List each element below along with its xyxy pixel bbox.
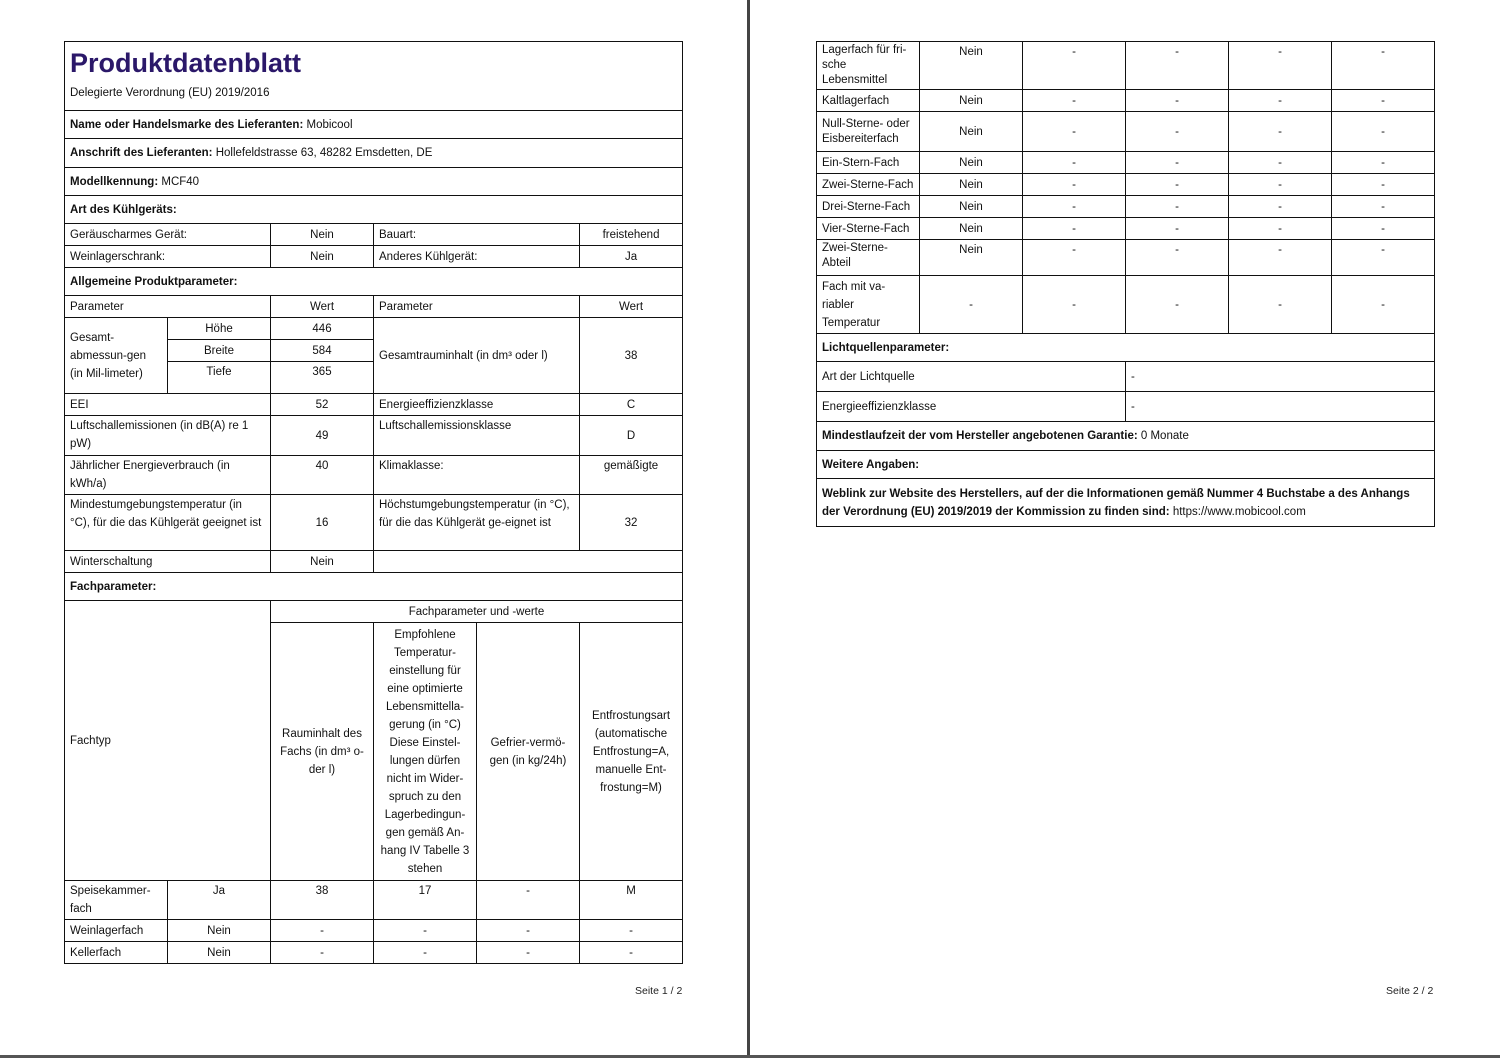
table-row: [817, 174, 1435, 196]
width-value: 584: [271, 340, 374, 362]
low-noise-value: Nein: [271, 224, 374, 246]
noise-class-value: D: [580, 416, 683, 456]
max-temp-label: Höchstumgebungstemperatur (in °C), für die das Kühlgerät ge-eignet ist: [374, 495, 580, 551]
light-class-value: -: [1126, 392, 1435, 422]
dimensions-label: Gesamt-abmessun-gen (in Mil-limeter): [65, 318, 168, 394]
compartment-defrost: -: [580, 920, 683, 942]
compartment-values-header: Fachparameter und -werte: [271, 601, 683, 623]
supplier-name-row: [65, 111, 683, 139]
warranty-label: Mindestlaufzeit der vom Hersteller angebotenen Garantie:: [822, 430, 1138, 442]
compartment-freeze: -: [477, 942, 580, 964]
weblink-label: Weblink zur Website des Herstellers, auf der die Informationen gemäß Nummer 4 Buchstabe a des Anhangs der Verordnung (EU) 2019/2019 der Kommission zu finden sind:: [822, 487, 1410, 518]
document-title: Produktdatenblatt: [70, 48, 302, 78]
supplier-address-label: Anschrift des Lieferanten:: [70, 147, 213, 159]
compartment-temp: -: [374, 942, 477, 964]
compartment-c2: -: [1126, 240, 1229, 276]
page-divider: [747, 0, 750, 1058]
more-info-heading: Weitere Angaben:: [817, 451, 1435, 479]
wine-cabinet-label: Weinlagerschrank:: [65, 246, 271, 268]
supplier-name: Mobicool: [306, 118, 353, 131]
eei-label: EEI: [65, 394, 271, 416]
table-row: [817, 276, 1435, 334]
compartment-temp: -: [374, 920, 477, 942]
width-label: Breite: [168, 340, 271, 362]
compartment-c4: -: [1332, 218, 1435, 240]
page-1: [0, 0, 748, 1058]
min-temp-label: Mindestumgebungstemperatur (in °C), für die das Kühlgerät geeignet ist: [65, 495, 271, 551]
compartment-name: Weinlagerfach: [65, 920, 168, 942]
compartment-name: Speisekammer-fach: [65, 881, 168, 920]
compartment-c2: -: [1126, 42, 1229, 90]
compartment-present: Nein: [920, 152, 1023, 174]
compartment-defrost: M: [580, 881, 683, 920]
compartment-c3: -: [1229, 90, 1332, 112]
annual-energy-value: 40: [271, 456, 374, 495]
light-type-label: Art der Lichtquelle: [817, 362, 1126, 392]
energy-class-label: Energieeffizienzklasse: [374, 394, 580, 416]
compartment-c1: -: [1023, 240, 1126, 276]
compartment-c1: -: [1023, 42, 1126, 90]
warranty-row: [817, 422, 1435, 451]
winter-empty-cell: [374, 551, 683, 573]
compartment-c3: -: [1229, 112, 1332, 152]
depth-value: 365: [271, 362, 374, 394]
compartment-c1: -: [1023, 152, 1126, 174]
winter-label: Winterschaltung: [65, 551, 271, 573]
supplier-address-row: [65, 139, 683, 168]
compartment-c2: -: [1126, 174, 1229, 196]
product-data-table-page-2: [816, 41, 1435, 527]
col-temp-header: Empfohlene Temperatur-einstellung für eine optimierte Lebensmittella-gerung (in °C) Diese Einstel-lungen dürfen nicht im Wider-spruch zu den Lagerbedingun-gen gemäß An-hang IV Tabelle 3 stehen: [374, 623, 477, 881]
compartment-c1: -: [1023, 196, 1126, 218]
noise-value: 49: [271, 416, 374, 456]
other-appliance-label: Anderes Kühlgerät:: [374, 246, 580, 268]
warranty-value: 0 Monate: [1140, 430, 1189, 442]
table-row: [817, 152, 1435, 174]
compartment-present: Nein: [920, 90, 1023, 112]
eei-value: 52: [271, 394, 374, 416]
weblink-row: [817, 479, 1435, 527]
low-noise-label: Geräuscharmes Gerät:: [65, 224, 271, 246]
value-header-2: Wert: [580, 296, 683, 318]
compartment-name: Lagerfach für fri-sche Lebensmittel: [817, 42, 920, 90]
model-value: MCF40: [161, 175, 200, 188]
compartment-c1: -: [1023, 276, 1126, 334]
table-row: [817, 42, 1435, 90]
supplier-name-label: Name oder Handelsmarke des Lieferanten:: [70, 118, 304, 131]
compartment-present: Nein: [920, 240, 1023, 276]
compartment-c4: -: [1332, 42, 1435, 90]
compartment-c4: -: [1332, 196, 1435, 218]
compartment-c4: -: [1332, 174, 1435, 196]
param-header: Parameter: [65, 296, 271, 318]
compartment-name: Ein-Stern-Fach: [817, 152, 920, 174]
total-volume-label: Gesamtrauminhalt (in dm³ oder l): [374, 318, 580, 394]
compartment-c1: -: [1023, 112, 1126, 152]
col-defrost-header: Entfrostungsart (automatische Entfrostung=A, manuelle Ent-frostung=M): [580, 623, 683, 881]
compartment-c3: -: [1229, 218, 1332, 240]
light-type-value: -: [1126, 362, 1435, 392]
light-class-label: Energieeffizienzklasse: [817, 392, 1126, 422]
table-row: [817, 218, 1435, 240]
model-row: [65, 168, 683, 196]
wine-cabinet-value: Nein: [271, 246, 374, 268]
design-label: Bauart:: [374, 224, 580, 246]
compartment-c3: -: [1229, 196, 1332, 218]
light-source-heading: Lichtquellenparameter:: [817, 334, 1435, 362]
weblink-url[interactable]: https://www.mobicool.com: [1172, 505, 1306, 518]
product-data-table-page-1: [64, 41, 683, 964]
compartment-c3: -: [1229, 276, 1332, 334]
noise-class-label: Luftschallemissionsklasse: [374, 416, 580, 456]
compartment-present: Nein: [920, 196, 1023, 218]
compartment-present: Nein: [920, 218, 1023, 240]
compartment-present: Ja: [168, 881, 271, 920]
table-row: [65, 920, 683, 942]
noise-label: Luftschallemissionen (in dB(A) re 1 pW): [65, 416, 271, 456]
supplier-address: Hollefeldstrasse 63, 48282 Emsdetten, DE: [215, 147, 433, 159]
compartment-name: Kaltlagerfach: [817, 90, 920, 112]
col-volume-header: Rauminhalt des Fachs (in dm³ o-der l): [271, 623, 374, 881]
compartment-c4: -: [1332, 276, 1435, 334]
height-label: Höhe: [168, 318, 271, 340]
compartment-c1: -: [1023, 218, 1126, 240]
compartment-defrost: -: [580, 942, 683, 964]
regulation-text: Delegierte Verordnung (EU) 2019/2016: [70, 87, 270, 99]
compartment-name: Vier-Sterne-Fach: [817, 218, 920, 240]
min-temp-value: 16: [271, 495, 374, 551]
table-row: [65, 881, 683, 920]
compartment-heading: Fachparameter:: [65, 573, 683, 601]
table-row: [817, 196, 1435, 218]
model-label: Modellkennung:: [70, 175, 159, 188]
design-value: freistehend: [580, 224, 683, 246]
compartment-freeze: -: [477, 881, 580, 920]
height-value: 446: [271, 318, 374, 340]
title-cell: [65, 42, 683, 111]
fachtyp-label: Fachtyp: [65, 601, 271, 881]
compartment-freeze: -: [477, 920, 580, 942]
compartment-c1: -: [1023, 90, 1126, 112]
col-freeze-header: Gefrier-vermö-gen (in kg/24h): [477, 623, 580, 881]
compartment-c2: -: [1126, 112, 1229, 152]
compartment-c2: -: [1126, 276, 1229, 334]
compartment-c2: -: [1126, 152, 1229, 174]
table-row: [65, 942, 683, 964]
compartment-c3: -: [1229, 42, 1332, 90]
compartment-volume: -: [271, 942, 374, 964]
compartment-volume: 38: [271, 881, 374, 920]
energy-class-value: C: [580, 394, 683, 416]
compartment-c2: -: [1126, 196, 1229, 218]
climate-class-value: gemäßigte: [580, 456, 683, 495]
value-header: Wert: [271, 296, 374, 318]
compartment-present: -: [920, 276, 1023, 334]
compartment-c3: -: [1229, 174, 1332, 196]
compartment-name: Fach mit va-riabler Temperatur: [817, 276, 920, 334]
winter-value: Nein: [271, 551, 374, 573]
param-header-2: Parameter: [374, 296, 580, 318]
compartment-c4: -: [1332, 152, 1435, 174]
compartment-present: Nein: [920, 112, 1023, 152]
compartment-c4: -: [1332, 112, 1435, 152]
compartment-name: Zwei-Sterne-Abteil: [817, 240, 920, 276]
general-params-heading: Allgemeine Produktparameter:: [65, 268, 683, 296]
compartment-volume: -: [271, 920, 374, 942]
page-number-1: Seite 1 / 2: [635, 985, 683, 997]
other-appliance-value: Ja: [580, 246, 683, 268]
compartment-name: Zwei-Sterne-Fach: [817, 174, 920, 196]
appliance-type-heading: Art des Kühlgeräts:: [65, 196, 683, 224]
compartment-name: Kellerfach: [65, 942, 168, 964]
compartment-c4: -: [1332, 240, 1435, 276]
compartment-name: Null-Sterne- oder Eisbereiterfach: [817, 112, 920, 152]
compartment-present: Nein: [920, 174, 1023, 196]
compartment-present: Nein: [168, 942, 271, 964]
page-2: [752, 0, 1500, 1058]
compartment-name: Drei-Sterne-Fach: [817, 196, 920, 218]
compartment-temp: 17: [374, 881, 477, 920]
annual-energy-label: Jährlicher Energieverbrauch (in kWh/a): [65, 456, 271, 495]
table-row: [817, 90, 1435, 112]
max-temp-value: 32: [580, 495, 683, 551]
compartment-present: Nein: [168, 920, 271, 942]
compartment-c3: -: [1229, 152, 1332, 174]
page-number-2: Seite 2 / 2: [1386, 985, 1434, 997]
compartment-c1: -: [1023, 174, 1126, 196]
compartment-c3: -: [1229, 240, 1332, 276]
table-row: [817, 112, 1435, 152]
table-row: [817, 240, 1435, 276]
climate-class-label: Klimaklasse:: [374, 456, 580, 495]
compartment-present: Nein: [920, 42, 1023, 90]
compartment-c2: -: [1126, 218, 1229, 240]
total-volume-value: 38: [580, 318, 683, 394]
compartment-c4: -: [1332, 90, 1435, 112]
compartment-c2: -: [1126, 90, 1229, 112]
depth-label: Tiefe: [168, 362, 271, 394]
